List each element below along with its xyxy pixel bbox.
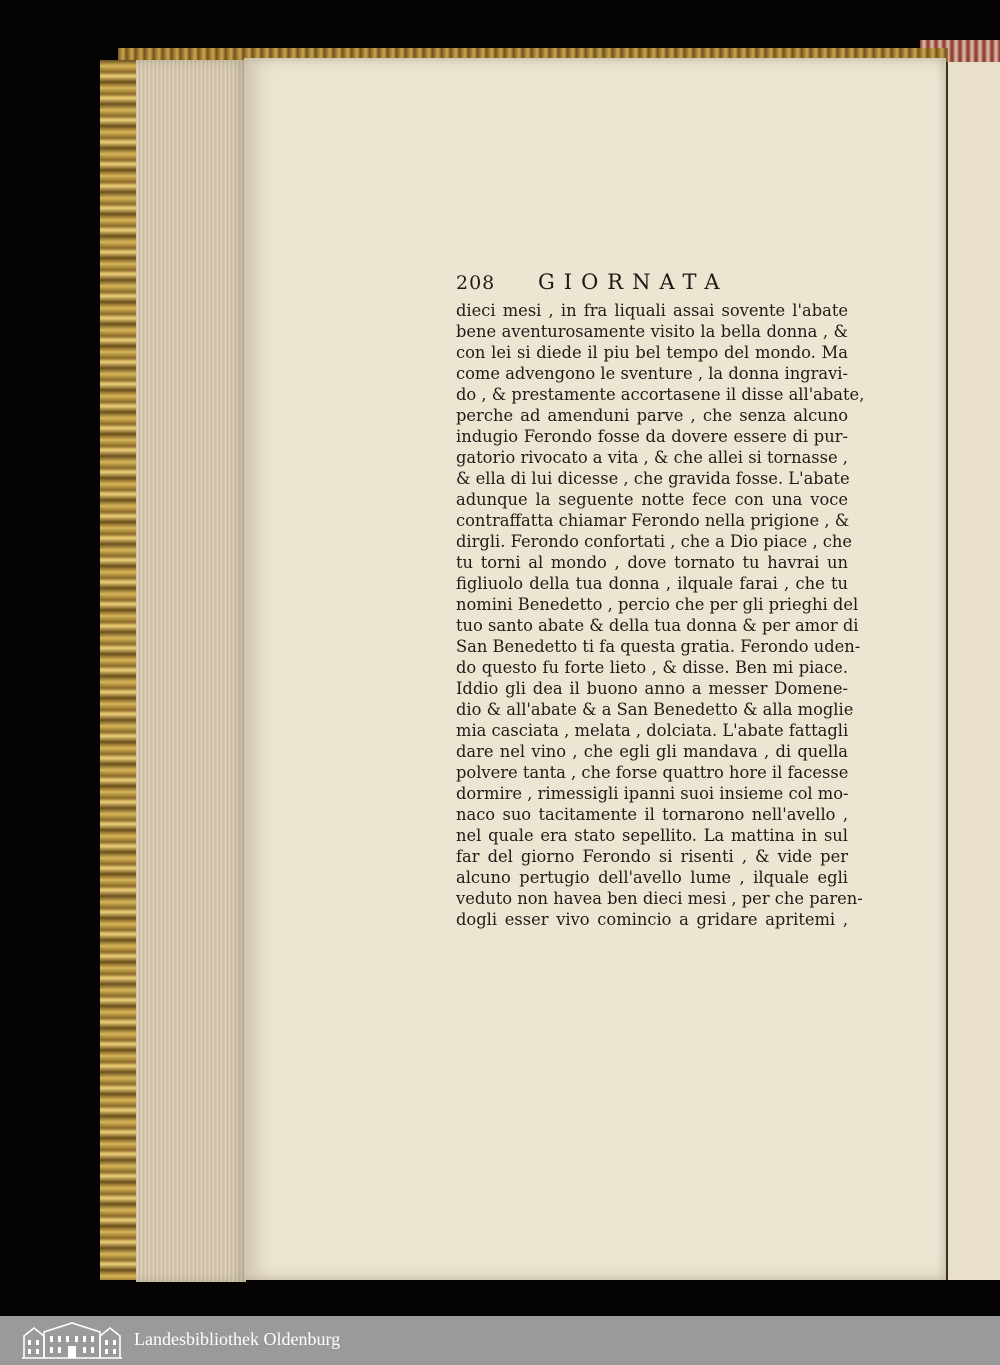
text-line: come advengono le sventure , la donna ingravi- (456, 364, 848, 383)
text-line: figliuolo della tua donna , ilquale farai , che tu (456, 574, 848, 593)
text-line: perche ad amenduni parve , che senza alcuno (456, 406, 848, 425)
text-line: dieci mesi , in fra liquali assai sovente l'abate (456, 301, 848, 320)
footer-bar (0, 1316, 1000, 1365)
text-line: & ella di lui dicesse , che gravida fosse. L'abate (456, 469, 850, 488)
text-line: veduto non havea ben dieci mesi , per che paren- (456, 889, 863, 908)
text-line: gatorio rivocato a vita , & che allei si tornasse , (456, 448, 848, 467)
text-line: nel quale era stato sepellito. La mattina in sul (456, 826, 848, 845)
text-line: polvere tanta , che forse quattro hore il facesse (456, 763, 849, 782)
page-fore-edges (136, 60, 246, 1282)
text-line: dogli esser vivo comincio a gridare apritemi , (456, 910, 848, 929)
text-line: tu torni al mondo , dove tornato tu havrai un (456, 553, 848, 572)
text-line: mia casciata , melata , dolciata. L'abate fattagli (456, 721, 849, 740)
text-line: dirgli. Ferondo confortati , che a Dio piace , che (456, 532, 853, 551)
library-building-icon (20, 1320, 124, 1360)
text-line: alcuno pertugio dell'avello lume , ilquale egli (456, 868, 848, 887)
text-line: tuo santo abate & della tua donna & per amor di (456, 616, 859, 635)
text-line: nomini Benedetto , percio che per gli prieghi del (456, 595, 859, 614)
body-text (456, 300, 865, 930)
facing-page-edge (946, 62, 1000, 1280)
text-line: indugio Ferondo fosse da dovere essere di pur- (456, 427, 848, 446)
text-line: dormire , rimessigli ipanni suoi insieme col mo- (456, 784, 849, 803)
text-line: dio & all'abate & a San Benedetto & alla moglie (456, 700, 854, 719)
text-line: do , & prestamente accortasene il disse all'abate, (456, 385, 865, 404)
text-line: con lei si diede il piu bel tempo del mondo. Ma (456, 343, 848, 362)
text-line: naco suo tacitamente il tornarono nell'avello , (456, 805, 848, 824)
text-line: contraffatta chiamar Ferondo nella prigione , & (456, 511, 850, 530)
gilt-spine-edge (100, 60, 139, 1280)
running-head (456, 272, 856, 300)
text-line: Iddio gli dea il buono anno a messer Domene- (456, 679, 848, 698)
text-line: dare nel vino , che egli gli mandava , di quella (456, 742, 848, 761)
library-name: Landesbibliothek Oldenburg (134, 1329, 341, 1349)
text-line: bene aventurosamente visito la bella donna , & (456, 322, 848, 341)
text-line: do questo fu forte lieto , & disse. Ben mi piace. (456, 658, 848, 677)
running-title: GIORNATA (538, 270, 729, 294)
page-number: 208 (456, 272, 496, 294)
text-line: adunque la seguente notte fece con una voce (456, 490, 848, 509)
text-line: San Benedetto ti fa questa gratia. Ferondo uden- (456, 637, 861, 656)
text-line: far del giorno Ferondo si risenti , & vide per (456, 847, 848, 866)
